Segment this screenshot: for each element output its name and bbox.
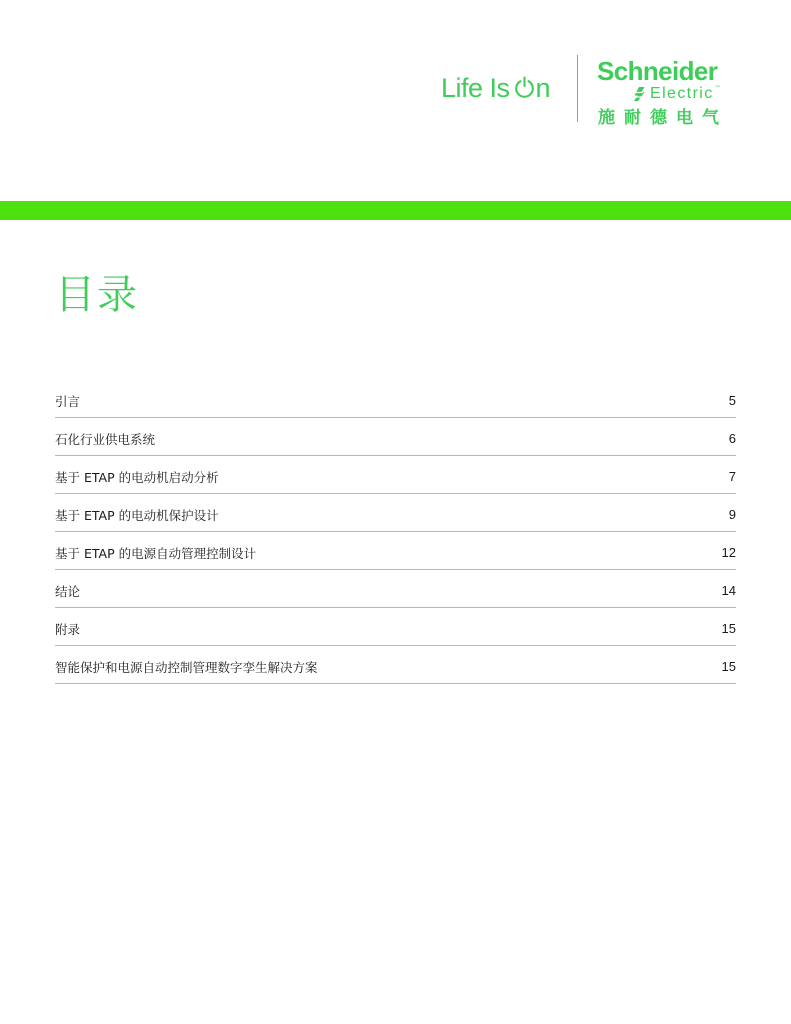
table-of-contents: [55, 380, 736, 684]
toc-entry-label: 引言: [55, 393, 81, 409]
logo-chinese-name: 施耐德电气: [598, 108, 728, 128]
toc-entry-label: 基于 ETAP 的电动机启动分析: [55, 469, 219, 485]
toc-entry-label: 智能保护和电源自动控制管理数字孪生解决方案: [55, 659, 318, 675]
power-icon: [514, 76, 535, 100]
tagline-prefix: Life Is: [441, 72, 510, 103]
toc-entry-page: 15: [721, 621, 736, 636]
toc-entry-page: 14: [721, 583, 736, 598]
toc-entry-page: 7: [728, 469, 736, 484]
logo-electric: Electric: [650, 85, 714, 102]
toc-entry-label: 基于 ETAP 的电动机保护设计: [55, 507, 219, 523]
tagline-suffix: n: [535, 72, 551, 103]
logo-wordmark: Schneider: [597, 56, 718, 86]
brand-divider: [577, 55, 578, 122]
toc-entry-page: 12: [721, 545, 736, 560]
toc-entry-label: 结论: [55, 583, 81, 599]
logo-trademark: ™: [714, 85, 721, 92]
toc-entry-page: 6: [728, 431, 736, 446]
logo-electric-row: [631, 85, 721, 103]
toc-entry-page: 5: [728, 393, 736, 408]
toc-entry-conclusion[interactable]: [55, 570, 736, 608]
toc-entry-digital-twin-solution[interactable]: [55, 646, 736, 684]
toc-entry-appendix[interactable]: [55, 608, 736, 646]
schneider-mark-icon: [631, 86, 647, 102]
page-header: [0, 0, 791, 200]
toc-entry-label: 基于 ETAP 的电源自动管理控制设计: [55, 545, 257, 561]
toc-entry-power-management-control[interactable]: [55, 532, 736, 570]
toc-entry-introduction[interactable]: [55, 380, 736, 418]
toc-entry-label: 附录: [55, 621, 81, 637]
toc-entry-page: 15: [721, 659, 736, 674]
green-band-divider: [0, 201, 791, 220]
schneider-electric-logo: [597, 56, 737, 126]
toc-entry-motor-starting-analysis[interactable]: [55, 456, 736, 494]
toc-entry-label: 石化行业供电系统: [55, 431, 156, 447]
toc-entry-motor-protection-design[interactable]: [55, 494, 736, 532]
toc-entry-page: 9: [728, 507, 736, 522]
toc-entry-power-supply-system[interactable]: [55, 418, 736, 456]
page-title: 目录: [55, 272, 139, 318]
life-is-on-tagline: [441, 72, 550, 104]
